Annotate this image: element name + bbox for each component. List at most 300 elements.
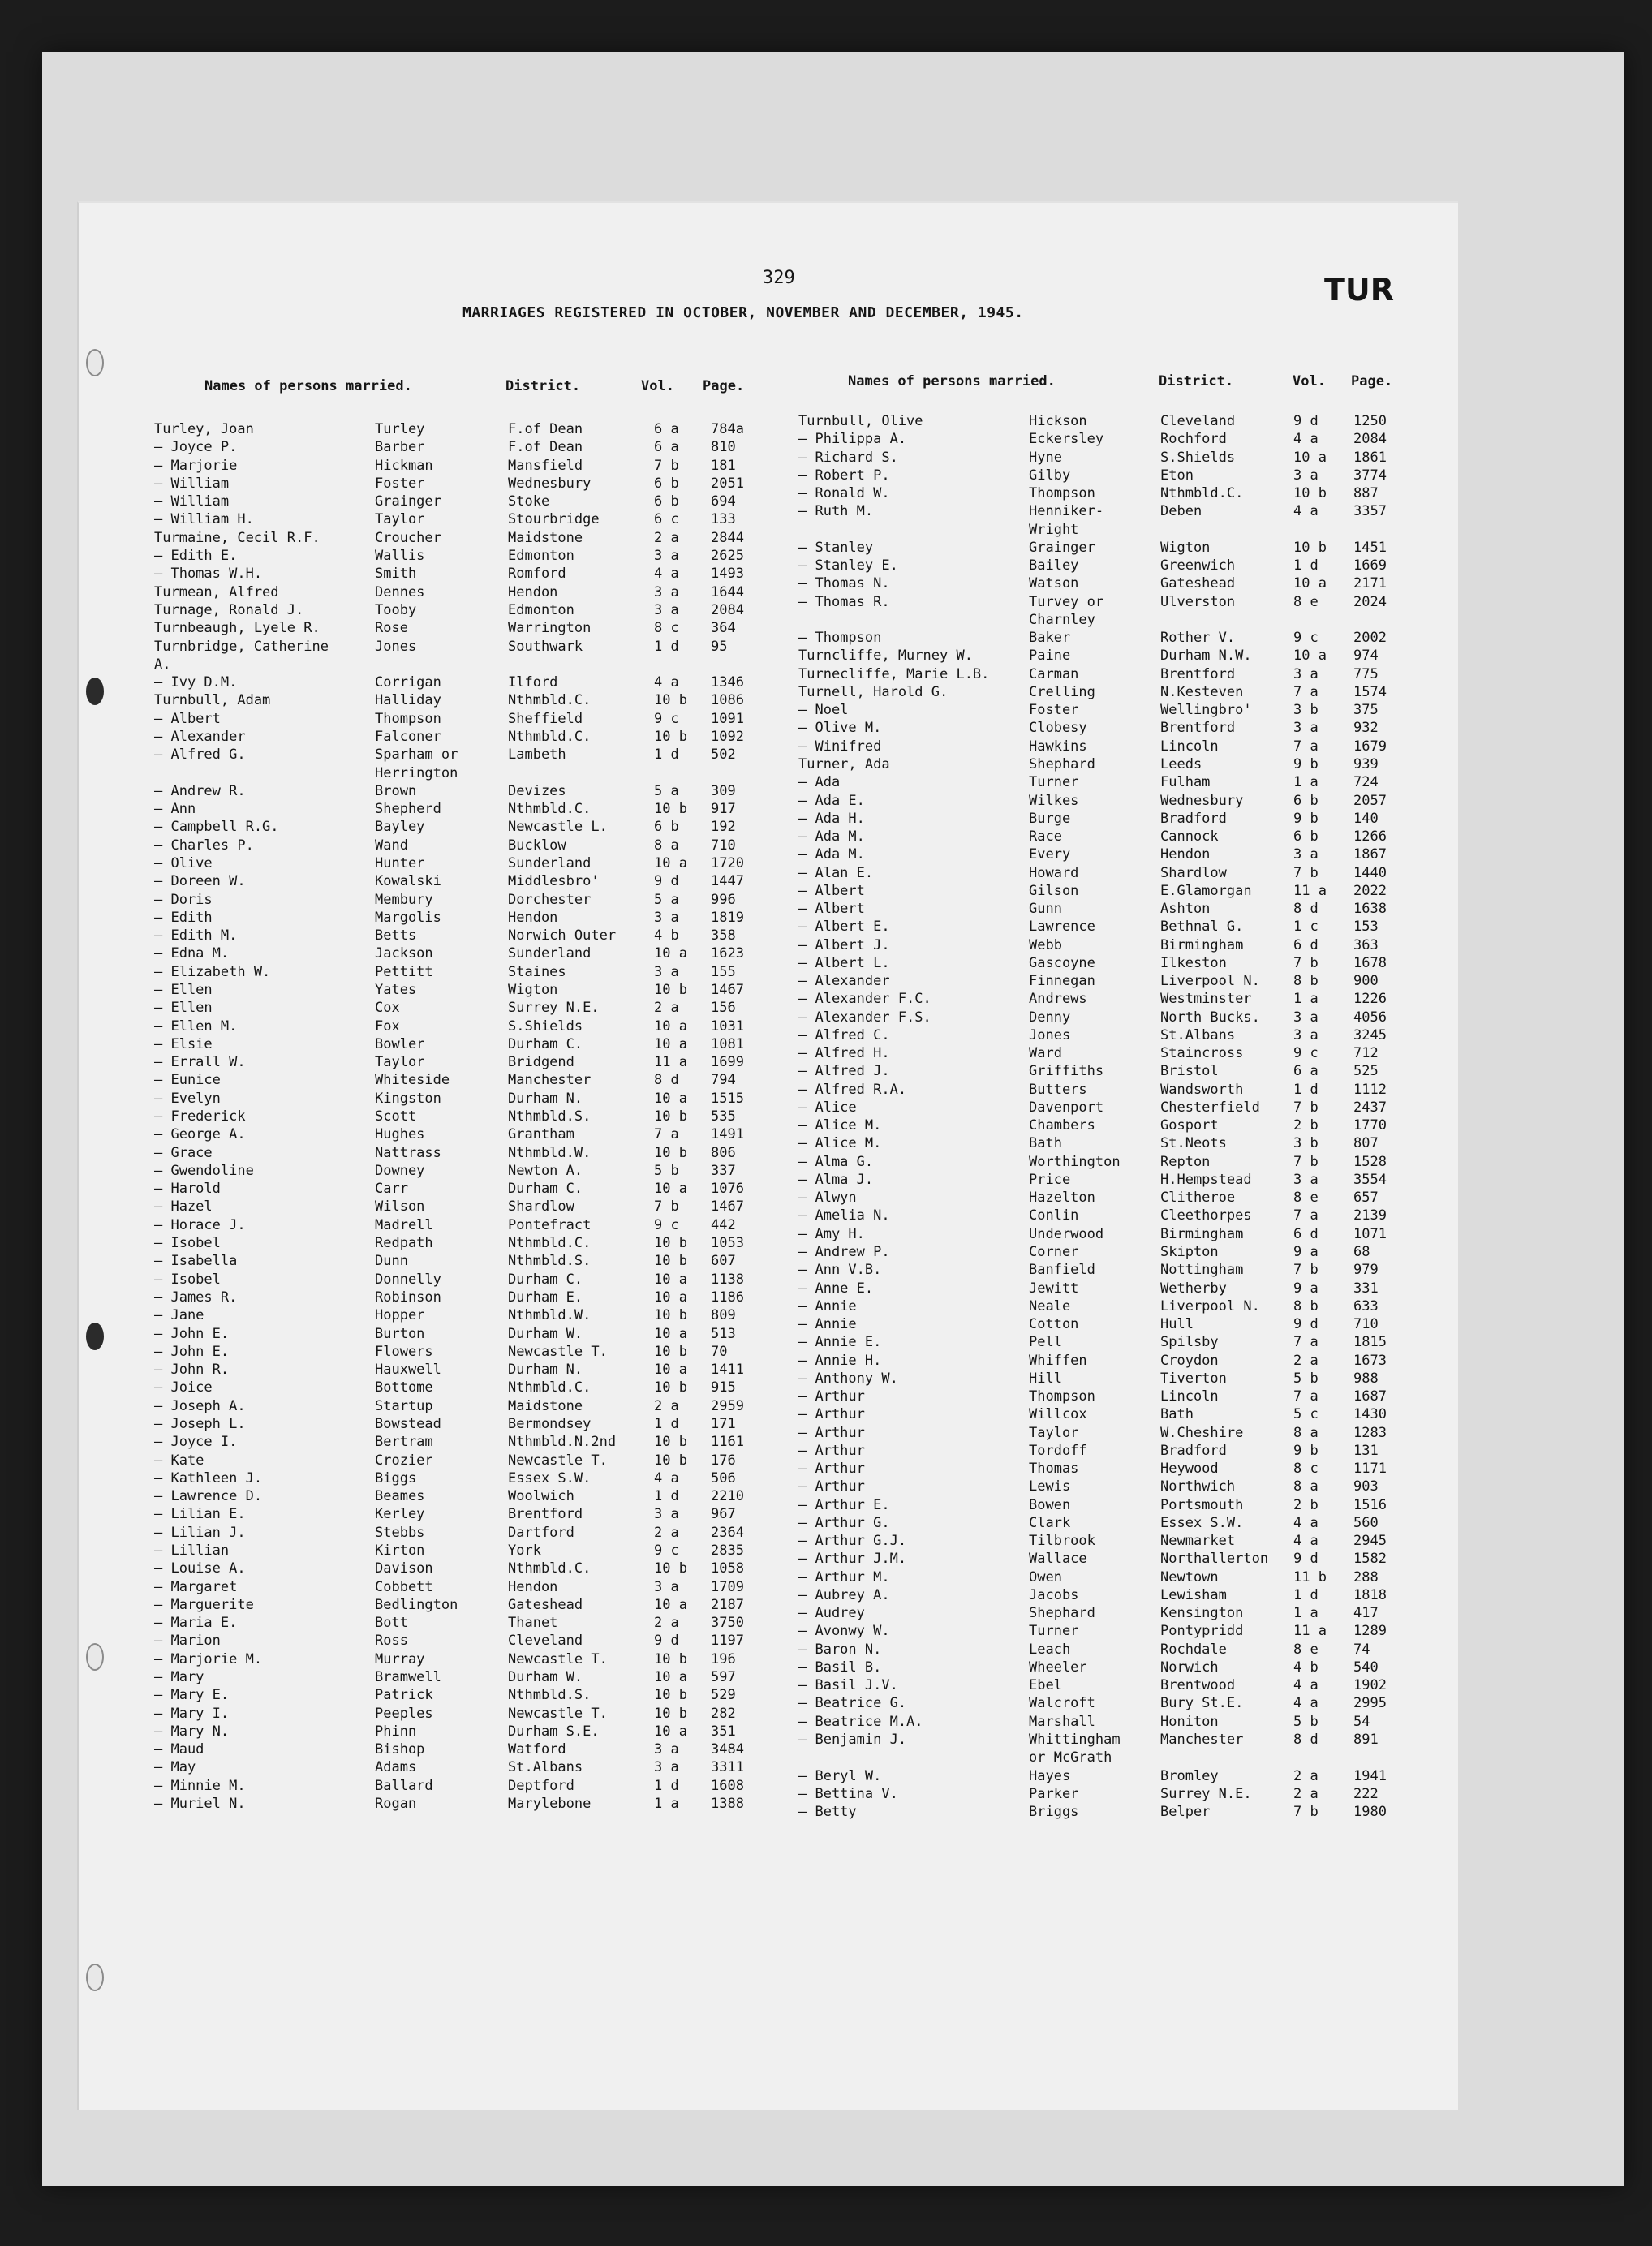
entry-name: — Lawrence D. [154,1488,263,1505]
entry-vol: 9 d [654,873,679,890]
entry-page: 1411 [711,1362,744,1379]
entry-vol: 9 b [1293,810,1319,827]
header-names: Names of persons married. [848,373,1056,389]
entry-name: Turnbull, Adam [154,692,271,709]
entry-vol: 10 a [654,1018,687,1035]
entry-vol: 3 a [654,548,679,564]
entry-spouse: Chambers [1029,1117,1095,1134]
entry-page: 1574 [1353,683,1387,700]
entry-spouse: Rose [375,620,408,637]
entry-vol: 9 a [1293,1280,1319,1297]
entry-spouse: Jackson [375,945,433,962]
entry-vol: 9 c [1293,1045,1319,1062]
entry-name: — Alexander [154,728,246,745]
entry-name: — Louise A. [154,1560,246,1577]
entry-district: Bradford [1160,810,1227,827]
entry-name: — Lilian E. [154,1506,246,1523]
entry-vol: 3 a [1293,1026,1319,1043]
entry-district: Eton [1160,467,1194,484]
entry-name: — Basil J.V. [798,1677,898,1694]
entry-district: Warrington [508,620,592,637]
entry-spouse: Whittingham [1029,1732,1121,1748]
entry-vol: 3 a [654,601,679,618]
entry-vol: 3 a [654,909,679,926]
entry-district: Durham N. [508,1362,583,1379]
entry-page: 1388 [711,1796,744,1812]
entry-name: — Kathleen J. [154,1469,263,1487]
entry-name: — Campbell R.G. [154,819,279,836]
entry-district: Bermondsey [508,1415,592,1432]
entry-vol: 6 a [1293,1063,1319,1080]
entry-vol: 2 b [1293,1496,1319,1513]
entry-name: — Mary [154,1669,204,1685]
entry-page: 95 [711,638,728,655]
entry-page: 915 [711,1379,736,1396]
entry-name: Turnbeaugh, Lyele R. [154,620,321,637]
entry-spouse: Jones [1029,1026,1071,1043]
entry-page: 1819 [711,909,744,926]
entry-district: Nthmbld.S. [508,1687,592,1704]
entry-vol: 2 a [1293,1352,1319,1369]
entry-name: — Annie [798,1316,857,1332]
entry-name: — Annie [798,1297,857,1314]
entry-spouse: Wright [1029,521,1079,538]
entry-vol: 3 b [1293,1135,1319,1152]
entry-vol: 6 b [1293,792,1319,809]
entry-district: E.Glamorgan [1160,882,1252,899]
entry-name: — Albert J. [798,936,890,953]
entry-district: Croydon [1160,1352,1219,1369]
entry-district: Sunderland [508,945,592,962]
entry-name: — Beatrice G. [798,1695,907,1712]
entry-name: — Edna M. [154,945,230,962]
entry-spouse: Price [1029,1171,1071,1188]
entry-name: — Maria E. [154,1615,238,1632]
entry-district: Nthmbld.C. [508,1560,592,1577]
entry-page: 192 [711,819,736,836]
entry-district: Birmingham [1160,936,1244,953]
entry-name: Turncliffe, Murney W. [798,648,973,665]
entry-page: 917 [711,801,736,818]
entry-spouse: Bowler [375,1035,425,1052]
entry-name: — George A. [154,1126,246,1143]
entry-spouse: Membury [375,891,433,908]
entry-vol: 1 d [654,1415,679,1432]
entry-vol: 10 b [654,1687,687,1704]
entry-district: Nthmbld.C. [1160,485,1244,501]
entry-name: — Alexander F.C. [798,991,931,1008]
entry-page: 2437 [1353,1099,1387,1116]
entry-district: Lambeth [508,747,566,764]
entry-spouse: Hauxwell [375,1362,441,1379]
entry-vol: 11 a [1293,882,1327,899]
entry-name: — Anthony W. [798,1370,898,1387]
entry-spouse: Bailey [1029,557,1079,574]
entry-vol: 7 a [1293,1334,1319,1351]
entry-name: — Baron N. [798,1641,882,1658]
entry-vol: 8 a [654,837,679,854]
entry-spouse: Griffiths [1029,1063,1104,1080]
entry-district: Wigton [508,982,558,998]
entry-spouse: Crelling [1029,683,1095,700]
entry-page: 140 [1353,810,1379,827]
entry-name: — Alexander [798,973,890,990]
entry-spouse: Whiteside [375,1072,450,1089]
entry-page: 513 [711,1325,736,1342]
binder-hole [86,1643,104,1671]
entry-spouse: Every [1029,846,1071,863]
entry-vol: 10 b [654,1705,687,1722]
entry-page: 2187 [711,1596,744,1613]
entry-district: Brentford [1160,665,1236,682]
entry-vol: 2 a [654,1397,679,1414]
entry-spouse: Pell [1029,1334,1062,1351]
binder-hole [86,678,104,705]
entry-spouse: Hickman [375,457,433,474]
entry-district: Cannock [1160,828,1219,845]
entry-page: 1941 [1353,1767,1387,1784]
entry-page: 1071 [1353,1225,1387,1242]
entry-spouse: Hill [1029,1370,1062,1387]
entry-name: — Ada M. [798,828,865,845]
entry-page: 939 [1353,755,1379,772]
entry-page: 1076 [711,1181,744,1198]
entry-name: — Andrew P. [798,1243,890,1260]
entry-district: Woolwich [508,1488,574,1505]
entry-district: Romford [508,566,566,583]
entry-page: 1283 [1353,1424,1387,1441]
entry-district: Bromley [1160,1767,1219,1784]
entry-vol: 10 b [654,1343,687,1360]
entry-vol: 6 a [654,421,679,437]
entry-vol: 9 b [1293,1442,1319,1459]
entry-spouse: Tordoff [1029,1442,1087,1459]
entry-spouse: Hazelton [1029,1190,1095,1207]
entry-spouse: Davison [375,1560,433,1577]
entry-district: F.of Dean [508,439,583,456]
entry-district: Kensington [1160,1605,1244,1622]
entry-page: 1673 [1353,1352,1387,1369]
entry-vol: 10 a [654,1090,687,1107]
entry-name: — Alma G. [798,1153,874,1170]
entry-page: 633 [1353,1297,1379,1314]
entry-district: Wellingbro' [1160,702,1252,719]
entry-name: — Albert [798,901,865,917]
entry-name: — Albert E. [798,919,890,936]
entry-vol: 10 a [654,1289,687,1306]
entry-page: 1709 [711,1578,744,1595]
entry-district: Wednesbury [508,475,592,492]
entry-spouse: Worthington [1029,1153,1121,1170]
entry-spouse: Stebbs [375,1524,425,1541]
entry-name: — Betty [798,1804,857,1820]
entry-district: Westminster [1160,991,1252,1008]
entry-spouse: Beames [375,1488,425,1505]
entry-name: — Robert P. [798,467,890,484]
entry-name: — Ada M. [798,846,865,863]
entry-page: 974 [1353,648,1379,665]
entry-district: Nthmbld.W. [508,1307,592,1324]
entry-name: — Doris [154,891,213,908]
entry-vol: 3 a [654,1578,679,1595]
entry-district: N.Kesteven [1160,683,1244,700]
entry-spouse: Gilby [1029,467,1071,484]
entry-district: Chesterfield [1160,1099,1260,1116]
entry-district: Ilford [508,674,558,691]
entry-district: Bethnal G. [1160,919,1244,936]
entry-spouse: Peeples [375,1705,433,1722]
entry-vol: 4 a [654,674,679,691]
entry-vol: 11 a [654,1054,687,1071]
entry-name: — William H. [154,511,254,528]
entry-spouse: Barber [375,439,425,456]
entry-vol: 10 b [654,1650,687,1667]
entry-page: 196 [711,1650,736,1667]
entry-page: 806 [711,1144,736,1161]
entry-page: 54 [1353,1713,1370,1730]
entry-vol: 1 a [1293,1605,1319,1622]
entry-name: — Arthur E. [798,1496,890,1513]
entry-spouse: Cotton [1029,1316,1079,1332]
entry-district: Lincoln [1160,738,1219,755]
entry-district: Clitheroe [1160,1190,1236,1207]
entry-spouse: Dennes [375,583,425,600]
entry-spouse: Conlin [1029,1207,1079,1224]
entry-name: — Arthur [798,1406,865,1423]
entry-page: 1346 [711,674,744,691]
entry-page: 988 [1353,1370,1379,1387]
entry-spouse: Grainger [1029,539,1095,556]
entry-page: 809 [711,1307,736,1324]
entry-vol: 10 b [654,728,687,745]
entry-district: Hendon [1160,846,1211,863]
entry-page: 724 [1353,774,1379,791]
entry-name: — Thomas W.H. [154,566,263,583]
entry-vol: 7 a [1293,1207,1319,1224]
entry-name: — Albert [798,882,865,899]
entry-name: — Alice M. [798,1117,882,1134]
entry-name: — Arthur J.M. [798,1551,907,1568]
entry-name: — Ivy D.M. [154,674,238,691]
entry-name: — Benjamin J. [798,1732,907,1748]
entry-name: — Harold [154,1181,221,1198]
entry-vol: 2 a [1293,1785,1319,1802]
entry-name: Turley, Joan [154,421,254,437]
entry-district: Brentford [508,1506,583,1523]
entry-vol: 3 a [1293,467,1319,484]
entry-district: Nthmbld.C. [508,728,592,745]
entry-spouse: Willcox [1029,1406,1087,1423]
entry-name: — May [154,1759,196,1776]
entry-spouse: Hawkins [1029,738,1087,755]
entry-vol: 11 a [1293,1623,1327,1640]
entry-name: — Albert [154,710,221,727]
entry-spouse: Jones [375,638,417,655]
entry-district: St.Neots [1160,1135,1227,1152]
entry-district: Watford [508,1741,566,1758]
entry-name: — Ronald W. [798,485,890,501]
entry-vol: 7 a [1293,738,1319,755]
entry-district: Liverpool N. [1160,973,1260,990]
entry-name: — Frederick [154,1108,246,1125]
entry-spouse: Hunter [375,854,425,871]
entry-vol: 8 d [654,1072,679,1089]
entry-vol: 7 b [1293,1262,1319,1279]
entry-name: — Elsie [154,1035,213,1052]
entry-spouse: Turner [1029,1623,1079,1640]
entry-district: Cleethorpes [1160,1207,1252,1224]
entry-page: 1226 [1353,991,1387,1008]
entry-name: — Elizabeth W. [154,963,271,980]
entry-page: 506 [711,1469,736,1487]
entry-district: Nthmbld.S. [508,1253,592,1270]
entry-vol: 10 a [654,1669,687,1685]
entry-page: 363 [1353,936,1379,953]
entry-spouse: Bishop [375,1741,425,1758]
entry-district: Newcastle T. [508,1705,608,1722]
entry-spouse: Shepherd [375,801,441,818]
entry-district: Manchester [508,1072,592,1089]
entry-spouse: Bayley [375,819,425,836]
entry-district: Cleveland [1160,413,1236,429]
entry-vol: 6 c [654,511,679,528]
entry-district: Wednesbury [1160,792,1244,809]
entry-district: Nthmbld.C. [508,1379,592,1396]
entry-spouse: Downey [375,1162,425,1179]
entry-page: 607 [711,1253,736,1270]
entry-page: 1112 [1353,1081,1387,1098]
entry-district: Gateshead [508,1596,583,1613]
entry-page: 2084 [711,601,744,618]
entry-name: — Ann V.B. [798,1262,882,1279]
entry-district: Bath [1160,1406,1194,1423]
entry-vol: 1 d [1293,1586,1319,1603]
entry-page: 529 [711,1687,736,1704]
entry-spouse: Crozier [375,1452,433,1469]
entry-vol: 8 c [1293,1461,1319,1478]
entry-vol: 3 a [654,1506,679,1523]
entry-district: S.Shields [1160,449,1236,466]
entry-page: 887 [1353,485,1379,501]
entry-spouse: Scott [375,1108,417,1125]
entry-spouse: Hayes [1029,1767,1071,1784]
entry-name: — Mary I. [154,1705,230,1722]
entry-district: Portsmouth [1160,1496,1244,1513]
entry-spouse: Startup [375,1397,433,1414]
entry-spouse: Gascoyne [1029,954,1095,971]
entry-page: 2051 [711,475,744,492]
entry-district: Wigton [1160,539,1211,556]
entry-name: — Ada H. [798,810,865,827]
entry-spouse: Whiffen [1029,1352,1087,1369]
entry-vol: 10 b [1293,539,1327,556]
entry-vol: 6 b [1293,828,1319,845]
entry-name: — Mary E. [154,1687,230,1704]
entry-page: 2210 [711,1488,744,1505]
entry-district: Durham C. [508,1181,583,1198]
entry-name: — Winifred [798,738,882,755]
entry-name: — Maud [154,1741,204,1758]
entry-vol: 10 a [654,945,687,962]
entry-page: 1720 [711,854,744,871]
entry-page: 932 [1353,720,1379,737]
entry-spouse: Biggs [375,1469,417,1487]
entry-district: Edmonton [508,548,574,564]
entry-name: — Alma J. [798,1171,874,1188]
entry-page: 1058 [711,1560,744,1577]
entry-spouse: Burton [375,1325,425,1342]
entry-name: — James R. [154,1289,238,1306]
entry-district: Bristol [1160,1063,1219,1080]
entry-district: Mansfield [508,457,583,474]
entry-name: — Beatrice M.A. [798,1713,923,1730]
entry-page: 74 [1353,1641,1370,1658]
binder-hole [86,1964,104,1991]
entry-name: — William [154,493,230,510]
entry-district: Bury St.E. [1160,1695,1244,1712]
entry-name: — Annie H. [798,1352,882,1369]
entry-spouse: Brown [375,782,417,799]
entry-spouse: Grainger [375,493,441,510]
entry-spouse: Neale [1029,1297,1071,1314]
entry-spouse: Carman [1029,665,1079,682]
entry-page: 657 [1353,1190,1379,1207]
entry-page: 1430 [1353,1406,1387,1423]
entry-name: — Joyce P. [154,439,238,456]
entry-page: 288 [1353,1568,1379,1586]
entry-name: — Bettina V. [798,1785,898,1802]
entry-district: Durham W. [508,1325,583,1342]
entry-spouse: Murray [375,1650,425,1667]
entry-vol: 1 d [654,747,679,764]
entry-spouse: Phinn [375,1723,417,1740]
entry-page: 1440 [1353,864,1387,881]
entry-page: 996 [711,891,736,908]
entry-page: 176 [711,1452,736,1469]
entry-vol: 10 a [654,1271,687,1288]
entry-district: Durham W. [508,1669,583,1685]
entry-page: 3484 [711,1741,744,1758]
page-number: 329 [763,268,795,288]
entry-district: Durham C. [508,1271,583,1288]
entry-district: Birmingham [1160,1225,1244,1242]
entry-name: — Alexander F.S. [798,1009,931,1026]
entry-page: 364 [711,620,736,637]
entry-district: Newcastle T. [508,1650,608,1667]
entry-name: — Alfred R.A. [798,1081,907,1098]
entry-name: — Thomas R. [798,593,890,610]
entry-spouse: Denny [1029,1009,1071,1026]
entry-name: — Anne E. [798,1280,874,1297]
entry-page: 560 [1353,1514,1379,1531]
entry-vol: 3 a [654,963,679,980]
entry-district: Stoke [508,493,550,510]
index-code: TUR [1324,272,1395,308]
entry-spouse: Hyne [1029,449,1062,466]
entry-name: — Arthur G.J. [798,1533,907,1550]
entry-district: Durham C. [508,1035,583,1052]
entry-name: — Olive M. [798,720,882,737]
entry-page: 171 [711,1415,736,1432]
entry-vol: 3 a [654,583,679,600]
entry-district: Staincross [1160,1045,1244,1062]
entry-district: Stourbridge [508,511,600,528]
entry-page: 153 [1353,919,1379,936]
entry-page: 70 [711,1343,728,1360]
entry-vol: 10 b [654,801,687,818]
entry-page: 1250 [1353,413,1387,429]
entry-vol: 8 b [1293,1297,1319,1314]
